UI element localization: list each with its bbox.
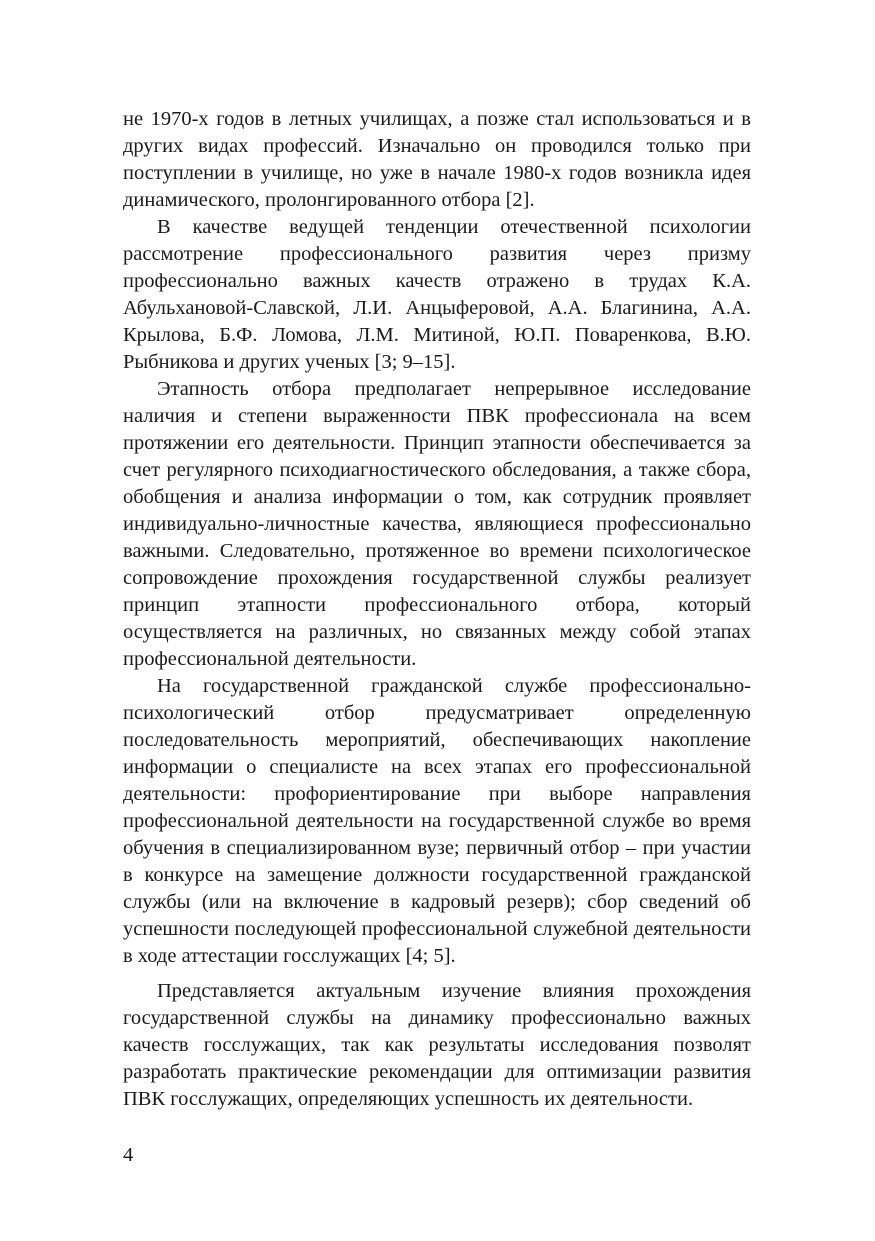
paragraph-5: Представляется актуальным изучение влияния прохождения государственной службы на динамику профессионально важных качеств госслужащих, так как результаты исследования позволят разработать практические рекомендации для оптимизации развития ПВК госслужащих, определяющих успешность их деятельности. (123, 980, 751, 1110)
paragraph-continuation: не 1970-х годов в летных училищах, а позже стал использоваться и в других видах профессий. Изначально он проводился только при поступлении в училище, но уже в начале 1980-х годов возникла идея динамического, пролонгированного отбора [2]. (123, 108, 751, 211)
paragraph-3: Этапность отбора предполагает непрерывное исследование наличия и степени выраженности ПВК профессионала на всем протяжении его деятельности. Принцип этапности обеспечивается за счет регулярного психодиагностического обследования, а также сбора, обобщения и анализа информации о том, как сотрудник проявляет индивидуально-личностные качества, являющиеся профессионально важными. Следовательно, протяженное во времени психологическое сопровождение прохождения государственной службы реализует принцип этапности профессионального отбора, который осуществляется на различных, но связанных между собой этапах профессиональной деятельности. (123, 378, 751, 670)
paragraph-4: На государственной гражданской службе профессионально-психологический отбор предусматривает определенную последовательность мероприятий, обеспечивающих накопление информации о специалисте на всех этапах его профессиональной деятельности: профориентирование при выборе направления профессиональной деятельности на государственной службе во время обучения в специализированном вузе; первичный отбор – при участии в конкурсе на замещение должности государственной гражданской службы (или на включение в кадровый резерв); сбор сведений об успешности последующей профессиональной служебной деятельности в ходе аттестации госслужащих [4; 5]. (123, 675, 751, 967)
paragraph-2: В качестве ведущей тенденции отечественной психологии рассмотрение профессионального развития через призму профессионально важных качеств отражено в трудах К.А. Абульхановой-Славской, Л.И. Анцыферовой, А.А. Благинина, А.А. Крылова, Б.Ф. Ломова, Л.М. Митиной, Ю.П. Поваренкова, В.Ю. Рыбникова и других ученых [3; 9–15]. (123, 216, 751, 373)
body-text (123, 106, 751, 1113)
page-number: 4 (123, 1144, 134, 1166)
